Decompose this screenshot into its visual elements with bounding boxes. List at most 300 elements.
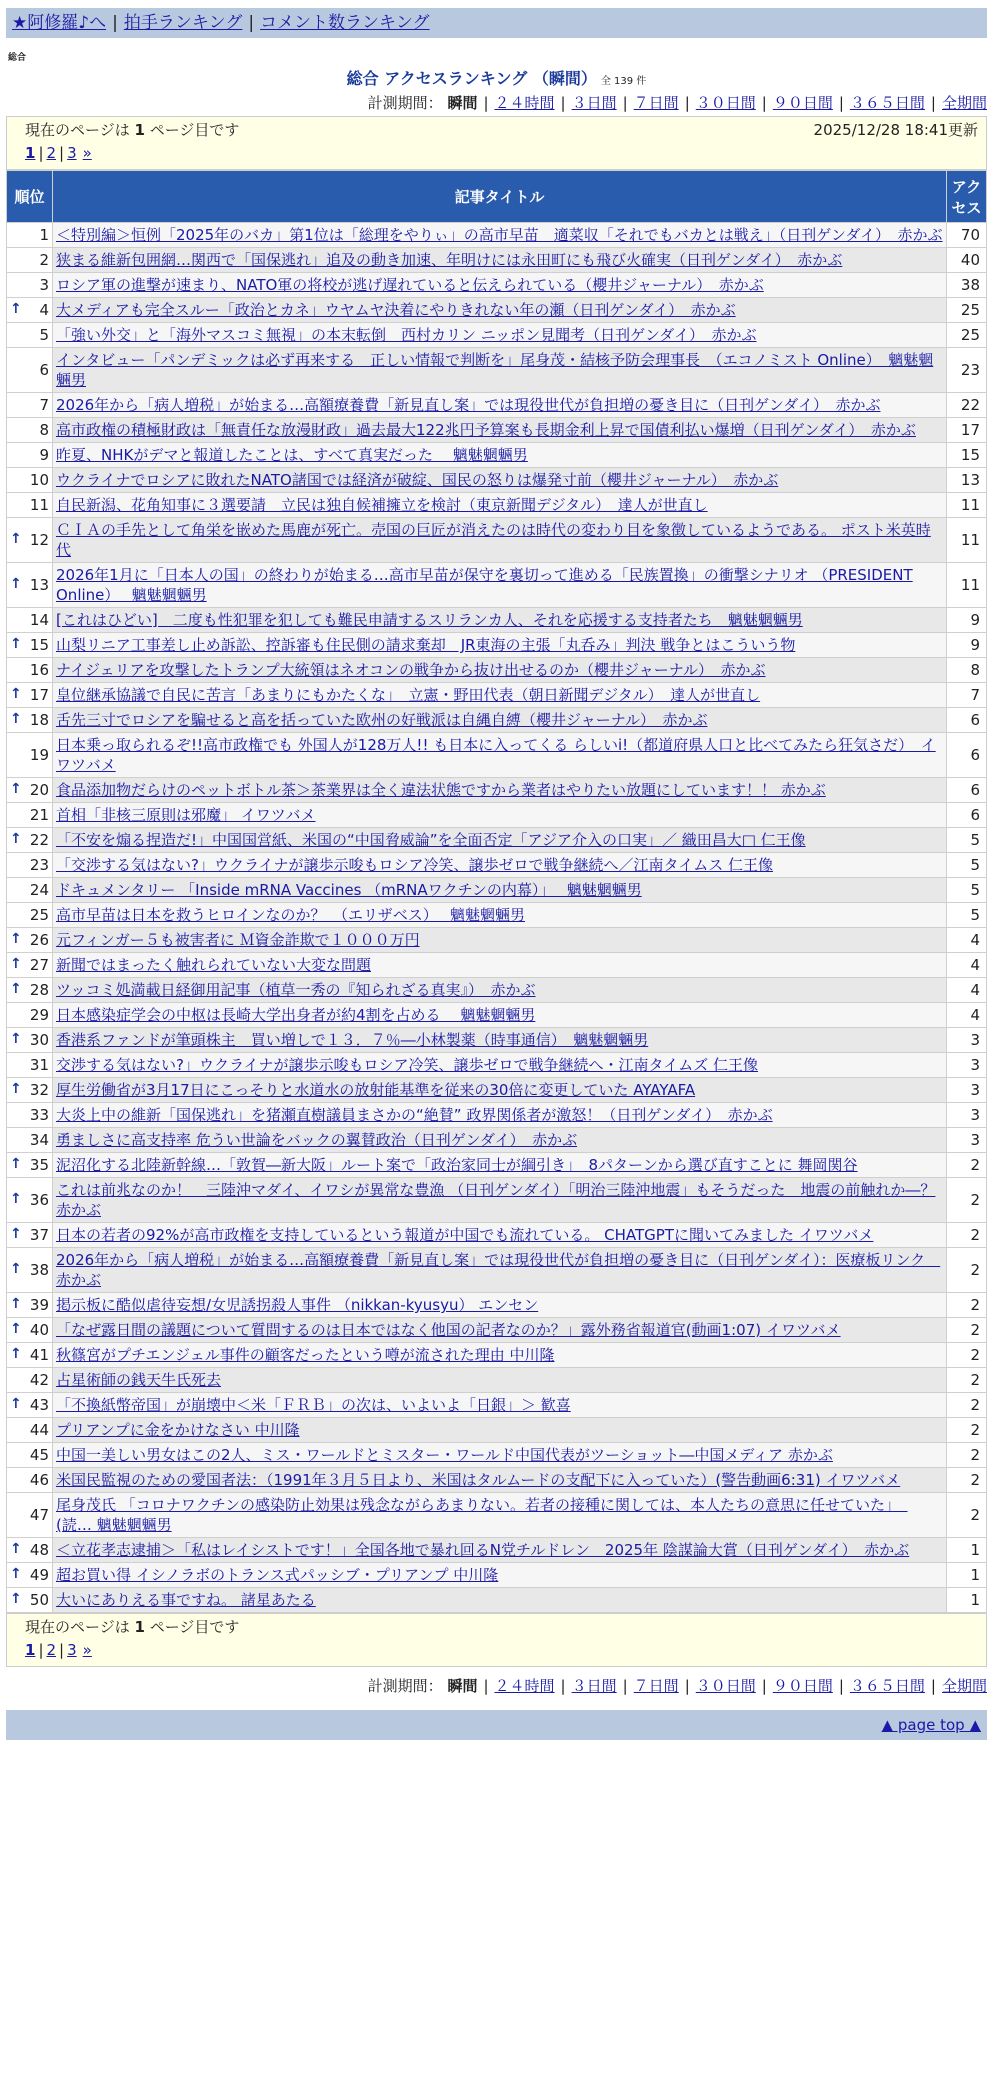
access-count: 3 [947, 1078, 987, 1103]
rank-up-icon: ↑ [10, 956, 22, 972]
rank-up-icon: ↑ [10, 1346, 22, 1362]
rank-cell [7, 1538, 53, 1563]
table-row [7, 493, 987, 518]
rank-number: 46 [29, 1471, 49, 1489]
access-count: 2 [947, 1393, 987, 1418]
table-row [7, 323, 987, 348]
article-link[interactable]: ツッコミ処満載日経御用記事（植草一秀の『知られざる真実』） 赤かぶ [56, 981, 536, 999]
article-link[interactable]: 尾身茂氏 「コロナワクチンの感染防止効果は残念ながらあまりない。若者の接種に関しては、本人たちの意思に任せていた」 (読… 魑魅魍魎男 [56, 1496, 908, 1534]
rank-up-icon: ↑ [10, 1566, 22, 1582]
rank-up-icon: ↑ [10, 576, 22, 592]
rank-number: 43 [29, 1396, 49, 1414]
rank-number: 16 [29, 661, 49, 679]
rank-cell [7, 1103, 53, 1128]
rank-cell [7, 1443, 53, 1468]
rank-cell [7, 563, 53, 608]
rank-number: 32 [29, 1081, 49, 1099]
pager-page-1[interactable]: 1 [25, 144, 36, 162]
table-row [7, 1588, 987, 1613]
article-link[interactable]: ＣＩＡの手先として角栄を嵌めた馬鹿が死亡。売国の巨匠が消えたのは時代の変わり目を象徴しているようである。 ポスト米英時代 [56, 521, 931, 559]
rank-up-icon: ↑ [10, 531, 22, 547]
article-link[interactable]: ウクライナでロシアに敗れたNATO諸国では経済が破綻、国民の怒りは爆発寸前（櫻井ジャーナル） 赤かぶ [56, 471, 779, 489]
title-cell [53, 1318, 947, 1343]
rank-up-icon: ↑ [10, 781, 22, 797]
pager-bottom-page-1[interactable]: 1 [25, 1641, 36, 1659]
rank-number: 50 [29, 1591, 49, 1609]
access-count: 38 [947, 273, 987, 298]
article-link[interactable]: 交渉する気はない?」ウクライナが譲歩示唆もロシア冷笑、譲歩ゼロで戦争継続へ・江南タイムズ 仁王像 [56, 1056, 758, 1074]
rank-number: 40 [29, 1321, 49, 1339]
table-row [7, 1393, 987, 1418]
article-link[interactable]: 高市早苗は日本を救うヒロインなのか？ （エリザベス） 魑魅魍魎男 [56, 906, 526, 924]
rank-cell [7, 828, 53, 853]
access-count: 7 [947, 683, 987, 708]
title-cell [53, 248, 947, 273]
title-cell [53, 1128, 947, 1153]
pager-bottom-next[interactable]: » [82, 1641, 92, 1659]
article-link[interactable]: 大炎上中の維新「国保逃れ」を猪瀬直樹議員まさかの“絶賛” 政界関係者が激怒！（日刊ゲンダイ） 赤かぶ [56, 1106, 773, 1124]
nav-link-asyura[interactable]: ★阿修羅♪へ [12, 13, 107, 33]
access-count: 9 [947, 633, 987, 658]
pager-next[interactable]: » [82, 144, 92, 162]
access-count: 4 [947, 953, 987, 978]
title-cell [53, 493, 947, 518]
table-row [7, 1468, 987, 1493]
period-bottom-3d[interactable]: ３日間 [571, 1677, 617, 1695]
rank-number: 28 [29, 981, 49, 999]
period-link-90d[interactable]: ９０日間 [772, 94, 833, 112]
rank-number: 18 [29, 711, 49, 729]
title-cell [53, 518, 947, 563]
article-link[interactable]: 2026年から「病人増税」が始まる…高額療養費「新見直し案」では現役世代が負担増の憂き目に（日刊ゲンダイ）：医療板リンク 赤かぶ [56, 1251, 941, 1289]
title-cell [53, 1493, 947, 1538]
table-row [7, 273, 987, 298]
table-row [7, 1003, 987, 1028]
footer-bar [6, 1710, 987, 1740]
access-count: 5 [947, 878, 987, 903]
rank-number: 13 [29, 576, 49, 594]
article-link[interactable]: 自民新潟、花角知事に３選要請 立民は独自候補擁立を検討（東京新聞デジタル） 達人が世直し [56, 496, 708, 514]
ranking-table [6, 170, 987, 1613]
period-link-7d[interactable]: ７日間 [633, 94, 679, 112]
pager-bottom-page-2[interactable]: 2 [46, 1641, 57, 1659]
rank-cell [7, 1293, 53, 1318]
rank-up-icon: ↑ [10, 981, 22, 997]
page-info-top [6, 116, 987, 170]
article-link[interactable]: 2026年1月に「日本人の国」の終わりが始まる…高市早苗が保守を裏切って進める「民族置換」の衝撃シナリオ （PRESIDENT Online） 魑魅魍魎男 [56, 566, 913, 604]
title-cell [53, 853, 947, 878]
article-link[interactable]: 2026年から「病人増税」が始まる…高額療養費「新見直し案」では現役世代が負担増の憂き目に（日刊ゲンダイ） 赤かぶ [56, 396, 881, 414]
article-link[interactable]: 泥沼化する北陸新幹線…「敦賀―新大阪」ルート案で「政治家同士が綱引き」 8パターンから選び直すことに 舞岡関谷 [56, 1156, 858, 1174]
rank-up-icon: ↑ [10, 1296, 22, 1312]
article-link[interactable]: 大メディアも完全スルー「政治とカネ」ウヤムヤ決着にやりきれない年の瀬（日刊ゲンダイ） 赤かぶ [56, 301, 736, 319]
rank-up-icon: ↑ [10, 1591, 22, 1607]
title-cell [53, 878, 947, 903]
access-count: 4 [947, 928, 987, 953]
table-row [7, 708, 987, 733]
rank-number: 42 [29, 1371, 49, 1389]
title-cell [53, 1368, 947, 1393]
article-link[interactable]: これは前兆なのか！ 三陸沖マダイ、イワシが異常な豊漁 （日刊ゲンダイ）「明治三陸沖地震」もそうだった 地震の前触れか―？ 赤かぶ [56, 1181, 936, 1219]
table-row [7, 1128, 987, 1153]
rank-up-icon: ↑ [10, 1261, 22, 1277]
table-row [7, 658, 987, 683]
access-count: 2 [947, 1468, 987, 1493]
access-count: 3 [947, 1128, 987, 1153]
article-link[interactable]: 日本の若者の92%が高市政権を支持しているという報道が中国でも流れている。 CHATGPTに聞いてみました イワツバメ [56, 1226, 874, 1244]
pager-top: 1 | 2 | 3 » [25, 144, 92, 162]
title-cell [53, 1053, 947, 1078]
rank-cell [7, 803, 53, 828]
article-link[interactable]: 日本乗っ取られるぞ!!高市政権でも 外国人が128万人!! も日本に入ってくる らしいi!（都道府県人口と比べてみたら狂気さだ） イワツバメ [56, 736, 936, 774]
title-cell [53, 1153, 947, 1178]
article-link[interactable]: 中国一美しい男女はこの2人、ミス・ワールドとミスター・ワールド中国代表がツーショット―中国メディア 赤かぶ [56, 1446, 833, 1464]
period-bottom-365d[interactable]: ３６５日間 [849, 1677, 925, 1695]
title-cell [53, 803, 947, 828]
table-row [7, 1418, 987, 1443]
access-count: 22 [947, 393, 987, 418]
rank-cell [7, 1078, 53, 1103]
rank-cell [7, 1368, 53, 1393]
access-count: 25 [947, 298, 987, 323]
table-row [7, 878, 987, 903]
rank-cell [7, 1343, 53, 1368]
rank-cell [7, 1128, 53, 1153]
rank-number: 24 [29, 881, 49, 899]
table-row [7, 223, 987, 248]
rank-cell [7, 468, 53, 493]
access-count: 2 [947, 1178, 987, 1223]
rank-cell [7, 393, 53, 418]
rank-up-icon: ↑ [10, 931, 22, 947]
access-count: 8 [947, 658, 987, 683]
access-count: 2 [947, 1318, 987, 1343]
article-link[interactable]: プリアンプに金をかけなさい 中川隆 [56, 1421, 300, 1439]
rank-number: 47 [29, 1506, 49, 1524]
access-count: 6 [947, 803, 987, 828]
rank-cell [7, 298, 53, 323]
title-cell [53, 1178, 947, 1223]
access-count: 25 [947, 323, 987, 348]
access-count: 11 [947, 493, 987, 518]
period-link-24h[interactable]: ２４時間 [494, 94, 555, 112]
access-count: 2 [947, 1223, 987, 1248]
rank-number: 35 [29, 1156, 49, 1174]
article-link[interactable]: 米国民監視のための愛国者法：（1991年３月５日より、米国はタルムードの支配下に入っていた）(警告動画6:31) イワツバメ [56, 1471, 901, 1489]
rank-up-icon: ↑ [10, 1156, 22, 1172]
article-link[interactable]: 昨夏、NHKがデマと報道したことは、すべて真実だった 魑魅魍魎男 [56, 446, 528, 464]
article-link[interactable]: 大いにありえる事ですね。 諸星あたる [56, 1591, 316, 1609]
access-count: 3 [947, 1103, 987, 1128]
period-bottom-all[interactable]: 全期間 [941, 1677, 987, 1695]
article-link[interactable]: ナイジェリアを攻撃したトランプ大統領はネオコンの戦争から抜け出せるのか（櫻井ジャーナル） 赤かぶ [56, 661, 766, 679]
period-link-30d[interactable]: ３０日間 [695, 94, 756, 112]
title-cell [53, 1248, 947, 1293]
rank-cell [7, 1318, 53, 1343]
rank-up-icon: ↑ [10, 636, 22, 652]
title-cell [53, 1538, 947, 1563]
rank-number: 48 [29, 1541, 49, 1559]
table-row [7, 953, 987, 978]
access-count: 3 [947, 1053, 987, 1078]
title-cell [53, 778, 947, 803]
table-row [7, 1178, 987, 1223]
rank-number: 33 [29, 1106, 49, 1124]
access-count: 2 [947, 1443, 987, 1468]
period-bottom-30d[interactable]: ３０日間 [695, 1677, 756, 1695]
article-link[interactable]: 「交渉する気はない?」ウクライナが譲歩示唆もロシア冷笑、譲歩ゼロで戦争継続へ／江南タイムス 仁王像 [56, 856, 773, 874]
period-link-all[interactable]: 全期間 [941, 94, 987, 112]
rank-number: 29 [29, 1006, 49, 1024]
table-row [7, 853, 987, 878]
rank-cell [7, 1563, 53, 1588]
rank-cell [7, 223, 53, 248]
table-row [7, 733, 987, 778]
rank-number: 12 [29, 531, 49, 549]
article-link[interactable]: 新聞ではまったく触れられていない大変な問題 [56, 956, 372, 974]
article-link[interactable]: 日本感染症学会の中枢は長崎大学出身者が約4割を占める 魑魅魍魎男 [56, 1006, 536, 1024]
rank-number: 4 [39, 301, 49, 319]
rank-cell [7, 683, 53, 708]
article-link[interactable]: 舌先三寸でロシアを騙せると高を括っていた欧州の好戦派は自縄自縛（櫻井ジャーナル） 赤かぶ [56, 711, 708, 729]
period-bottom-7d[interactable]: ７日間 [633, 1677, 679, 1695]
title-cell [53, 733, 947, 778]
title-cell [53, 1588, 947, 1613]
title-cell [53, 563, 947, 608]
title-cell [53, 1103, 947, 1128]
article-link[interactable]: 高市政権の積極財政は「無責任な放漫財政」過去最大122兆円予算案も長期金利上昇で国債利払い爆増（日刊ゲンダイ） 赤かぶ [56, 421, 916, 439]
rank-cell [7, 1003, 53, 1028]
article-link[interactable]: 厚生労働省が3月17日にこっそりと水道水の放射能基準を従来の30倍に変更していた AYAYAFA [56, 1081, 696, 1099]
rank-cell [7, 878, 53, 903]
rank-number: 11 [29, 496, 49, 514]
rank-number: 49 [29, 1566, 49, 1584]
period-label-bottom: 計測期間： [367, 1677, 443, 1695]
article-link[interactable]: 山梨リニア工事差し止め訴訟、控訴審も住民側の請求棄却 JR東海の主張「丸呑み」判決 戦争とはこういう物 [56, 636, 796, 654]
access-count: 2 [947, 1153, 987, 1178]
title-cell [53, 1343, 947, 1368]
table-row [7, 778, 987, 803]
table-row [7, 1028, 987, 1053]
title-cell [53, 1563, 947, 1588]
article-link[interactable]: 占星術師の銭天牛氏死去 [56, 1371, 222, 1389]
article-link[interactable]: 超お買い得 イシノラボのトランス式パッシブ・プリアンプ 中川隆 [56, 1566, 499, 1584]
access-count: 4 [947, 978, 987, 1003]
pager-page-2[interactable]: 2 [46, 144, 57, 162]
title-cell [53, 323, 947, 348]
access-count: 3 [947, 1028, 987, 1053]
table-row [7, 633, 987, 658]
article-link[interactable]: 掲示板に酷似虐待妄想/女児誘拐殺人事件 （nikkan-kyusyu） エンセン [56, 1296, 539, 1314]
table-row [7, 1153, 987, 1178]
access-count: 2 [947, 1493, 987, 1538]
access-count: 6 [947, 708, 987, 733]
access-count: 2 [947, 1418, 987, 1443]
period-bottom-90d[interactable]: ９０日間 [772, 1677, 833, 1695]
rank-cell [7, 1223, 53, 1248]
table-row [7, 1343, 987, 1368]
rank-number: 25 [29, 906, 49, 924]
period-link-365d[interactable]: ３６５日間 [849, 94, 925, 112]
article-link[interactable]: インタビュー「パンデミックは必ず再来する 正しい情報で判断を」尾身茂・結核予防会理事長 （エコノミスト Online） 魑魅魍魎男 [56, 351, 934, 389]
access-count: 5 [947, 828, 987, 853]
title-cell [53, 393, 947, 418]
article-link[interactable]: 首相「非核三原則は邪魔」 イワツバメ [56, 806, 316, 824]
title-cell [53, 1003, 947, 1028]
rank-cell [7, 903, 53, 928]
article-link[interactable]: ドキュメンタリー 「Inside mRNA Vaccines （mRNAワクチンの内幕）」 魑魅魍魎男 [56, 881, 642, 899]
article-link[interactable]: 食品添加物だらけのペットボトル茶＞茶業界は全く違法状態ですから業者はやりたい放題にしています！！ 赤かぶ [56, 781, 826, 799]
access-count: 2 [947, 1368, 987, 1393]
title-cell [53, 348, 947, 393]
title-cell [53, 1028, 947, 1053]
header-rank: 順位 [7, 171, 53, 223]
rank-up-icon: ↑ [10, 1541, 22, 1557]
title-cell [53, 1443, 947, 1468]
article-link[interactable]: 香港系ファンドが筆頭株主 買い増しで１３．７％―小林製薬（時事通信） 魑魅魍魎男 [56, 1031, 649, 1049]
title-cell [53, 443, 947, 468]
article-link[interactable]: ＜特別編＞恒例「2025年のバカ」第1位は「総理をやりぃ」の高市早苗 適菜収「それでもバカとは戦え」（日刊ゲンダイ） 赤かぶ [56, 226, 943, 244]
table-row [7, 563, 987, 608]
access-count: 2 [947, 1293, 987, 1318]
rank-cell [7, 953, 53, 978]
page-title: 総合 アクセスランキング （瞬間） [346, 69, 597, 88]
article-link[interactable]: 「強い外交」と「海外マスコミ無視」の本末転倒 西村カリン ニッポン見聞考（日刊ゲンダイ） 赤かぶ [56, 326, 757, 344]
rank-cell [7, 273, 53, 298]
rank-number: 23 [29, 856, 49, 874]
rank-number: 21 [29, 806, 49, 824]
period-bottom-24h[interactable]: ２４時間 [494, 1677, 555, 1695]
title-cell [53, 683, 947, 708]
article-link[interactable]: 秋篠宮がプチエンジェル事件の顧客だったという噂が流された理由 中川隆 [56, 1346, 555, 1364]
rank-number: 19 [29, 746, 49, 764]
title-cell [53, 468, 947, 493]
table-row [7, 803, 987, 828]
rank-up-icon: ↑ [10, 1321, 22, 1337]
rank-number: 3 [39, 276, 49, 294]
rank-up-icon: ↑ [10, 1031, 22, 1047]
nav-link-comment-ranking[interactable]: コメント数ランキング [260, 13, 430, 33]
title-cell [53, 418, 947, 443]
table-row [7, 1053, 987, 1078]
table-row [7, 1293, 987, 1318]
article-link[interactable]: [これはひどい] 二度も性犯罪を犯しても難民申請するスリランカ人、それを応援する支持者たち 魑魅魍魎男 [56, 611, 803, 629]
access-count: 1 [947, 1588, 987, 1613]
rank-cell [7, 778, 53, 803]
table-row [7, 518, 987, 563]
title-cell [53, 298, 947, 323]
article-link[interactable]: 皇位継承協議で自民に苦言「あまりにもかたくな」 立憲・野田代表（朝日新聞デジタル） 達人が世直し [56, 686, 761, 704]
title-cell [53, 828, 947, 853]
title-cell [53, 633, 947, 658]
total-count: 全 139 件 [600, 76, 647, 87]
pager-bottom-page-3[interactable]: 3 [67, 1641, 77, 1659]
title-cell [53, 1468, 947, 1493]
period-label: 計測期間： [367, 94, 443, 112]
rank-number: 34 [29, 1131, 49, 1149]
header-title: 記事タイトル [53, 171, 947, 223]
rank-cell [7, 928, 53, 953]
rank-number: 44 [29, 1421, 49, 1439]
rank-cell [7, 708, 53, 733]
rank-number: 2 [39, 251, 49, 269]
article-link[interactable]: 勇ましさに高支持率 危うい世論をバックの翼賛政治（日刊ゲンダイ） 赤かぶ [56, 1131, 578, 1149]
table-row [7, 608, 987, 633]
nav-link-clap-ranking[interactable]: 拍手ランキング [123, 13, 243, 33]
table-row [7, 248, 987, 273]
rank-number: 41 [29, 1346, 49, 1364]
rank-number: 31 [29, 1056, 49, 1074]
article-link[interactable]: 「なぜ露日間の議題について質問するのは日本ではなく他国の記者なのか？」露外務省報道官(動画1:07) イワツバメ [56, 1321, 841, 1339]
rank-number: 39 [29, 1296, 49, 1314]
current-page-text-bottom: 現在のページは 1 ページ目です [25, 1618, 240, 1636]
article-link[interactable]: 「不安を煽る捏造だ!」中国国営紙、米国の“中国脅威論”を全面否定「アジア介入の口実」／ 織田昌大□ 仁王像 [56, 831, 806, 849]
article-link[interactable]: 元フィンガー５も被害者に Ｍ資金詐欺で１０００万円 [56, 931, 420, 949]
rank-number: 22 [29, 831, 49, 849]
rank-cell [7, 443, 53, 468]
rank-number: 6 [39, 361, 49, 379]
article-link[interactable]: 「不換紙幣帝国」が崩壊中＜米「ＦＲＢ」の次は、いよいよ「日銀」＞ 歓喜 [56, 1396, 571, 1414]
article-link[interactable]: ロシア軍の進撃が速まり、NATO軍の将校が逃げ遅れていると伝えられている（櫻井ジャーナル） 赤かぶ [56, 276, 764, 294]
table-row [7, 393, 987, 418]
table-row [7, 828, 987, 853]
rank-cell [7, 1393, 53, 1418]
rank-number: 1 [39, 226, 49, 244]
header-access: アクセス [947, 171, 987, 223]
rank-number: 27 [29, 956, 49, 974]
pager-page-3[interactable]: 3 [67, 144, 77, 162]
access-count: 4 [947, 1003, 987, 1028]
rank-cell [7, 1178, 53, 1223]
page-top-link[interactable]: ▲ page top ▲ [881, 1716, 981, 1734]
table-row [7, 348, 987, 393]
table-row [7, 1248, 987, 1293]
title-cell [53, 1293, 947, 1318]
article-link[interactable]: ＜立花孝志逮捕＞「私はレイシストです！」全国各地で暴れ回るN党チルドレン 2025年 陰謀論大賞（日刊ゲンダイ） 赤かぶ [56, 1541, 910, 1559]
table-row [7, 1103, 987, 1128]
rank-cell [7, 418, 53, 443]
period-link-3d[interactable]: ３日間 [571, 94, 617, 112]
rank-cell [7, 608, 53, 633]
access-count: 2 [947, 1343, 987, 1368]
rank-up-icon: ↑ [10, 1191, 22, 1207]
table-row [7, 443, 987, 468]
table-row [7, 1223, 987, 1248]
rank-cell [7, 633, 53, 658]
article-link[interactable]: 狭まる維新包囲網…関西で「国保逃れ」追及の動き加速、年明けには永田町にも飛び火確実（日刊ゲンダイ） 赤かぶ [56, 251, 843, 269]
table-row [7, 1538, 987, 1563]
rank-number: 26 [29, 931, 49, 949]
access-count: 5 [947, 903, 987, 928]
rank-number: 17 [29, 686, 49, 704]
rank-number: 8 [39, 421, 49, 439]
access-count: 6 [947, 778, 987, 803]
access-count: 23 [947, 348, 987, 393]
rank-cell [7, 1493, 53, 1538]
access-count: 5 [947, 853, 987, 878]
table-row [7, 683, 987, 708]
rank-number: 15 [29, 636, 49, 654]
access-count: 70 [947, 223, 987, 248]
title-cell [53, 223, 947, 248]
title-cell [53, 1078, 947, 1103]
table-row [7, 928, 987, 953]
title-cell [53, 928, 947, 953]
rank-number: 38 [29, 1261, 49, 1279]
pager-bottom: 1 | 2 | 3 » [25, 1641, 92, 1659]
title-cell [53, 273, 947, 298]
period-selector-bottom: 計測期間： 瞬間 | ２４時間 | ３日間 | ７日間 | ３０日間 | ９０日間 | ３６５日間 | 全期間 [367, 1677, 987, 1695]
